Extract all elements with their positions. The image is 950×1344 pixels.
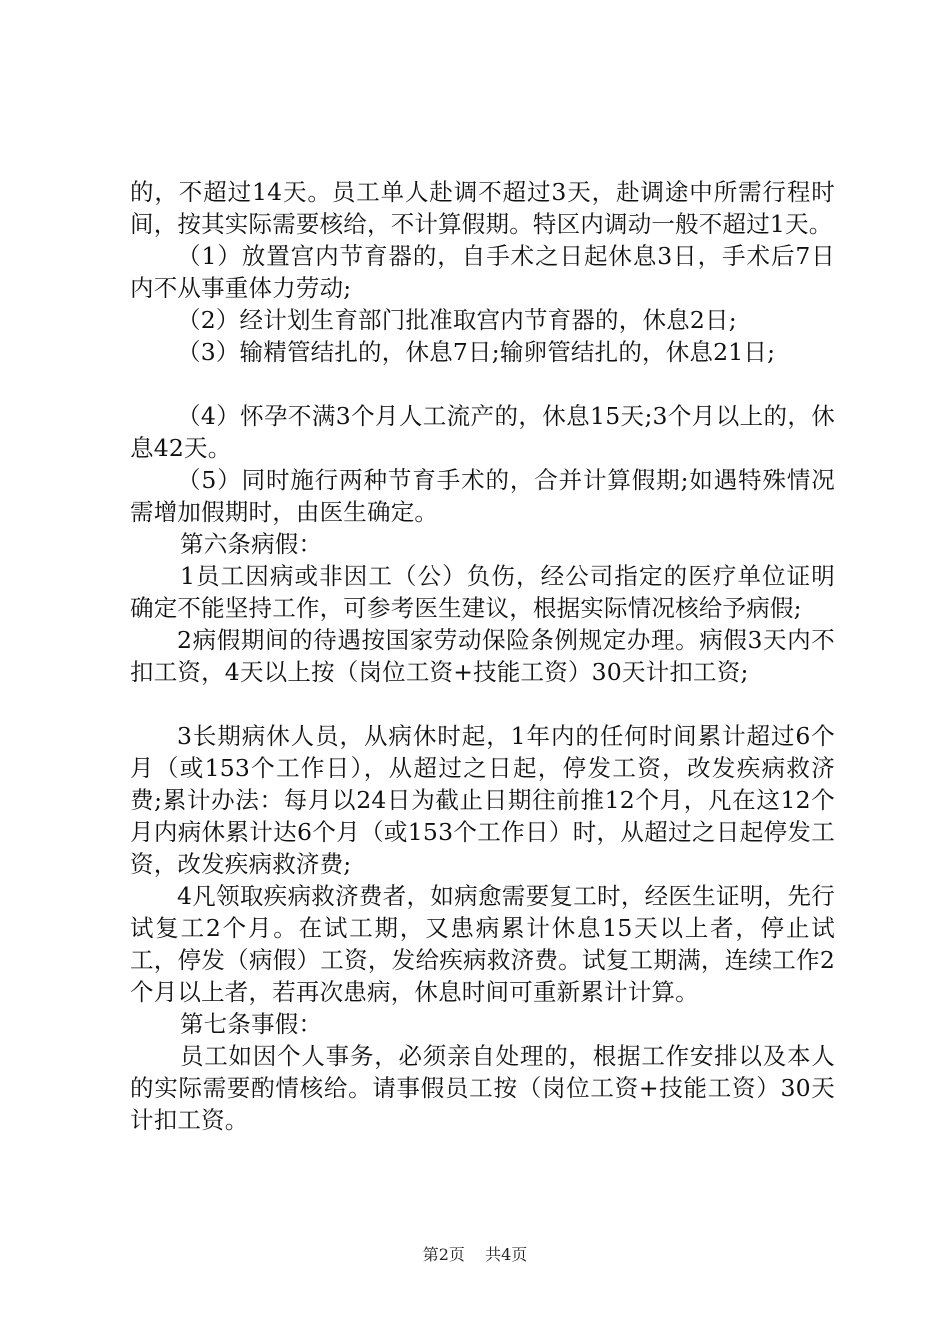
- paragraph-item-5: （5）同时施行两种节育手术的，合并计算假期;如遇特殊情况需增加假期时，由医生确定。: [130, 466, 835, 526]
- paragraph-sick-3: 3长期病休人员，从病休时起，1年内的任何时间累计超过6个月（或153个工作日），从超过之日起，停发工资，改发疾病救济费;累计办法：每月以24日为截止日期往前推12个月，凡在这12个月内病休累计达6个月（或153个工作日）时，从超过之日起停发工资，改发疾病救济费;: [130, 722, 835, 878]
- paragraph-sick-4: 4凡领取疾病救济费者，如病愈需要复工时，经医生证明，先行试复工2个月。在试工期，又患病累计休息15天以上者，停止试工，停发（病假）工资，发给疾病救济费。试复工期满，连续工作2个月以上者，若再次患病，休息时间可重新累计计算。: [130, 882, 835, 1006]
- blank-line: [130, 688, 835, 720]
- paragraph-sick-2: 2病假期间的待遇按国家劳动保险条例规定办理。病假3天内不扣工资，4天以上按（岗位工资+技能工资）30天计扣工资;: [130, 626, 835, 686]
- page-number: 第2页: [422, 1245, 465, 1264]
- document-body: [130, 176, 835, 1136]
- section-heading-personal-leave: 第七条事假：: [180, 1010, 323, 1038]
- paragraph-item-1: （1）放置宫内节育器的，自手术之日起休息3日，手术后7日内不从事重体力劳动;: [130, 242, 835, 302]
- page-footer: [0, 1242, 950, 1265]
- page-total: 共4页: [485, 1245, 528, 1264]
- paragraph-item-4: （4）怀孕不满3个月人工流产的，休息15天;3个月以上的，休息42天。: [130, 402, 835, 462]
- paragraph-transfer-leave: 的，不超过14天。员工单人赴调不超过3天，赴调途中所需行程时间，按其实际需要核给，不计算假期。特区内调动一般不超过1天。: [130, 178, 835, 238]
- paragraph-personal-leave: 员工如因个人事务，必须亲自处理的，根据工作安排以及本人的实际需要酌情核给。请事假员工按（岗位工资+技能工资）30天计扣工资。: [130, 1042, 835, 1134]
- paragraph-item-2: （2）经计划生育部门批准取宫内节育器的，休息2日;: [177, 306, 737, 334]
- paragraph-item-3: （3）输精管结扎的，休息7日;输卵管结扎的，休息21日;: [177, 338, 776, 366]
- paragraph-sick-1: 1员工因病或非因工（公）负伤，经公司指定的医疗单位证明确定不能坚持工作，可参考医生建议，根据实际情况核给予病假;: [130, 562, 835, 622]
- blank-line: [130, 368, 835, 400]
- section-heading-sick-leave: 第六条病假：: [180, 530, 323, 558]
